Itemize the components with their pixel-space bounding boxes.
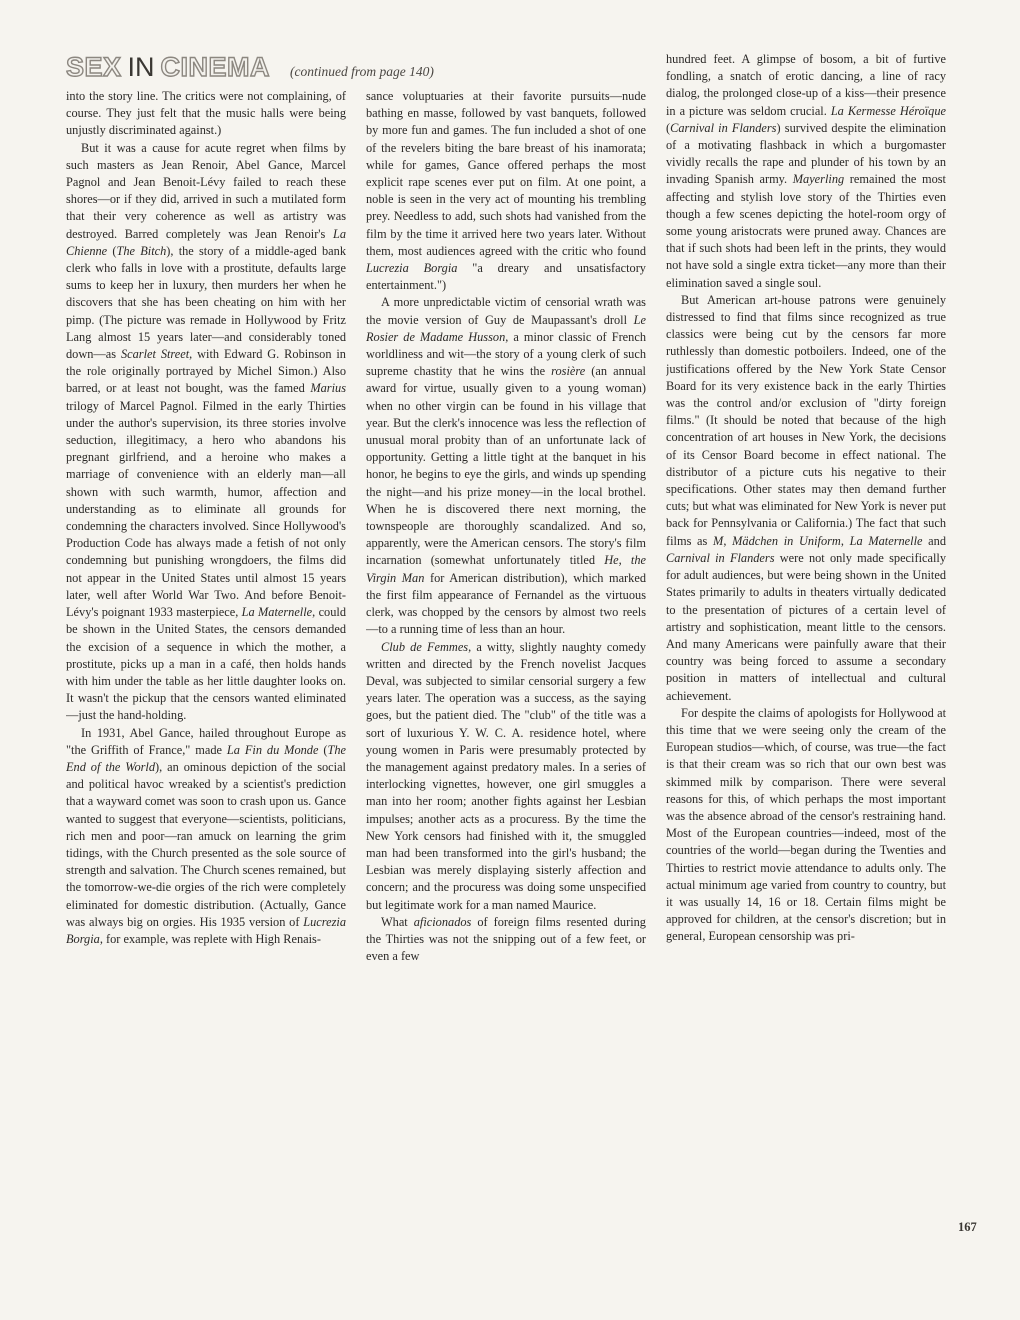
italic-title: Club de Femmes	[381, 639, 469, 654]
text-run: ), the story of a middle-aged bank clerk who falls in love with a prostitute, defaults large sums to keep her in luxury, then murders her when he discovers that she has been cheating on him with her pimp. (The picture was remade in Hollywood by Fritz Lang almost 15 years later—and considerably toned down—as	[66, 243, 346, 362]
text-run: "a dreary and unsatisfactory entertainment.")	[366, 261, 646, 293]
article-paragraph	[666, 292, 946, 705]
italic-title: He, the Virgin Man	[366, 553, 646, 585]
italic-title: La Maternelle	[241, 605, 313, 620]
text-run: , a minor classic of French worldliness and wit—the story of a young clerk of such supreme chastity that he wins the	[366, 329, 646, 379]
text-run: But American art-house patrons were genuinely distressed to find that films since recognized as true classics were being cut by the censors far more ruthlessly than domestic potboilers. Indeed, one of the justifications offered by the New York State Censor Board for its very existence back in the early Thirties was the control and/or exclusion of "dirty foreign films." (It should be noted that because of the high concentration of art houses in New York, the decisions of its Censor Board become in effect national. The distributor of a picture cuts his negative to their specifications. Other states may then demand further cuts; but what was eliminated for New York is never put back for Pennsylvania or California.) The fact that such films as	[666, 292, 946, 548]
article-paragraph	[666, 705, 946, 946]
text-run: of foreign films resented during the Thirties was not the snipping out of a few feet, or even a few	[366, 914, 646, 964]
text-run: hundred feet. A glimpse of bosom, a bit of furtive fondling, a snatch of erotic dancing, a line of racy dialog, the prolonged close-up of a kiss—their presence in a picture was seldom crucial.	[666, 52, 946, 118]
italic-title: Mayerling	[792, 172, 845, 187]
italic-title: Lucrezia Borgia	[366, 261, 458, 276]
header-title-sex: SEX	[66, 52, 122, 82]
text-run: In 1931, Abel Gance, hailed throughout Europe as "the Griffith of France," made	[66, 725, 346, 757]
text-run: sance voluptuaries at their favorite pursuits—nude bathing en masse, followed by vast banquets, followed by more fun and games. The fun included a shot of one of the revelers biting the bare breast of his inamorata; while for games, Gance offered perhaps the most explicit rape scenes ever put on film. At one point, a noble is seen in the very act of mounting his trembling prey. Needless to add, such shots had vanished from the film by the time it arrived here two years later. Without them, most audiences agreed with the critic who found	[366, 89, 646, 258]
text-run: What	[381, 914, 414, 929]
italic-title: Carnival in Flanders	[670, 120, 777, 135]
text-run: (	[107, 243, 117, 258]
text-run: ), an ominous depiction of the social and political havoc wreaked by a scientist's prediction that a wayward comet was soon to crash upon us. Gance wanted to suggest that everyone—scientists, politicians, rich men and poor—ran amuck on learning the grim tidings, with the Church presented as the sole source of strength and salvation. The Church scenes remained, but the tomorrow-we-die orgies of the rich were completely eliminated for domestic distribution. (Actually, Gance was always big on orgies. His 1935 version of	[66, 759, 346, 929]
text-run: , for example, was replete with High Renais-	[99, 931, 321, 946]
text-column-2	[366, 88, 646, 1278]
text-run: But it was a cause for acute regret when films by such masters as Jean Renoir, Abel Gance, Marcel Pagnol and Jean Benoit-Lévy failed to reach these shores—or if they did, arrived in such a mutilated form that their very coherence as well as artistry was destroyed. Barred completely was Jean Renoir's	[66, 140, 346, 241]
text-run: (an annual award for virtue, usually given to a young woman) when no other virgin can be found in his village that year. But the clerk's innocence was less the reflection of unusual moral probity than of an unfortunate lack of opportunity. Getting a little tight at the banquet in his honor, he begins to eye the girls, and winds up spending the night—and his prize money—in the local brothel. When he is discovered there next morning, the townspeople are thoroughly scandalized. And so, apparently, were the American censors. The story's film incarnation (somewhat unfortunately titled	[366, 364, 646, 568]
italic-title: Marius	[310, 381, 346, 396]
article-paragraph	[66, 140, 346, 725]
text-run: trilogy of Marcel Pagnol. Filmed in the early Thirties under the author's supervision, its three stories involve seduction, illegitimacy, a hero who abandons his pregnant girlfriend, and a heroine who makes a marriage of convenience with an elderly man—all shown with such warmth, humor, affection and understanding as to eliminate all grounds for condemning the characters involved. Since Hollywood's Production Code has always made a fetish of not only condemning but punishing wrongdoers, the films did not appear in the United States until almost 15 years later, well after World War Two. And before Benoit-Lévy's poignant 1933 masterpiece,	[66, 398, 346, 620]
italic-title: Lucrezia Borgia	[66, 914, 346, 946]
text-run: , with Edward G. Robinson in the role originally portrayed by Michel Simon.) Also barred, or at least not bought, was the famed	[66, 347, 346, 396]
italic-title: Le Rosier de Madame Husson	[366, 312, 646, 344]
text-run: remained the most affecting and stylish love story of the Thirties even though a few scenes depicting the hotel-room orgy of some young aristocrats were pruned away. Chances are that if such shots had been left in the prints, they would not have sold a single extra ticket—any more than their elimination saved a single soul.	[666, 172, 946, 290]
text-run: and	[922, 533, 946, 548]
article-paragraph	[666, 51, 946, 292]
italic-title: Scarlet Street	[120, 347, 190, 362]
text-run: were not only made specifically for adult audiences, but were being shown in the United States primarily to adults in theaters virtually dedicated to the presentation of pictures of a certain level of artistry and sophistication, meant little to the censors. And many Americans were painfully aware that their country was being forced to assume a secondary position in matters of intellectual and cultural achievement.	[666, 550, 946, 703]
italic-title: Mädchen in Uniform	[732, 533, 841, 548]
text-run: A more unpredictable victim of censorial wrath was the movie version of Guy de Maupassant's droll	[366, 295, 646, 327]
italic-title: La Chienne	[66, 226, 346, 258]
italic-title: The End of the World	[66, 742, 346, 774]
text-run: ,	[840, 533, 850, 548]
text-column-1	[66, 88, 346, 1278]
text-run: , a witty, slightly naughty comedy written and directed by the French novelist Jacques Deval, was subjected to similar censorial surgery a few years later. The operation was a success, as the saying goes, but the patient died. The "club" of the title was a sort of luxurious Y. W. C. A. residence hotel, where young women in Paris were presumably protected by the management against predatory males. In a series of interlocking vignettes, however, one girl smuggles a man into her room; another fights against her Lesbian impulses; another acts as a procuress. By the time the New York censors had finished with it, the smuggled man had been transformed into the girl's husband; the Lesbian was merely displaying sisterly affection and concern; and the procuress was doing some unspecified but legitimate work for a man named Maurice.	[366, 639, 646, 912]
italic-title: La Kermesse Héroïque	[830, 103, 946, 118]
text-run: ,	[723, 533, 733, 548]
italic-title: La Maternelle	[849, 533, 923, 548]
italic-title: La Fin du Monde	[226, 742, 319, 757]
italic-title: M	[713, 533, 724, 548]
text-run: for American distribution), which marked the first film appearance of Fernandel as the virtuous clerk, was chopped by the censors by almost two reels—to a running time of less than an hour.	[366, 570, 646, 637]
article-header	[66, 52, 626, 86]
article-paragraph	[366, 88, 646, 294]
italic-title: rosière	[551, 364, 586, 379]
text-run: (	[318, 742, 328, 757]
italic-title: The Bitch	[116, 243, 167, 258]
text-run: (	[666, 120, 671, 135]
continued-note: (continued from page 140)	[290, 64, 434, 79]
header-title-in: IN	[127, 52, 155, 82]
article-paragraph	[366, 639, 646, 914]
italic-title: Carnival in Flanders	[666, 550, 775, 565]
article-paragraph	[366, 914, 646, 966]
header-title-cinema: CINEMA	[160, 52, 271, 82]
text-run: , could be shown in the United States, the censors demanded the excision of a sequence in which the mother, a prostitute, picks up a man in a café, then holds hands with him under the table as her little daughter looks on. It wasn't the pickup that the censors wanted eliminated—just the hand-holding.	[66, 605, 346, 723]
italic-title: aficionados	[413, 914, 472, 929]
text-column-3	[666, 51, 946, 1281]
text-run: ) survived despite the elimination of a motivating flashback in which a burgomaster vividly recalls the rape and plunder of his town by an invading Spanish army.	[666, 120, 946, 187]
article-paragraph	[66, 88, 346, 140]
text-run: into the story line. The critics were not complaining, of course. They just felt that the music halls were being unjustly discriminated against.)	[66, 89, 346, 138]
article-paragraph	[66, 725, 346, 949]
page-number: 167	[958, 1220, 977, 1234]
article-paragraph	[366, 294, 646, 638]
text-run: For despite the claims of apologists for Hollywood at this time that we were seeing only the cream of the European studios—which, of course, was true—the fact is that their cream was so rich that our own best was skimmed milk by comparison. There were several reasons for this, of which perhaps the most important was the absence abroad of the censor's restraining hand. Most of the European countries—indeed, most of the countries of the world—began during the Twenties and Thirties to restrict movie attendance to adults only. The actual minimum age varied from country to country, but it was usually 14, 16 or 18. Certain films might be approved for children, at the censor's discretion; but in general, European censorship was pri-	[666, 705, 946, 944]
